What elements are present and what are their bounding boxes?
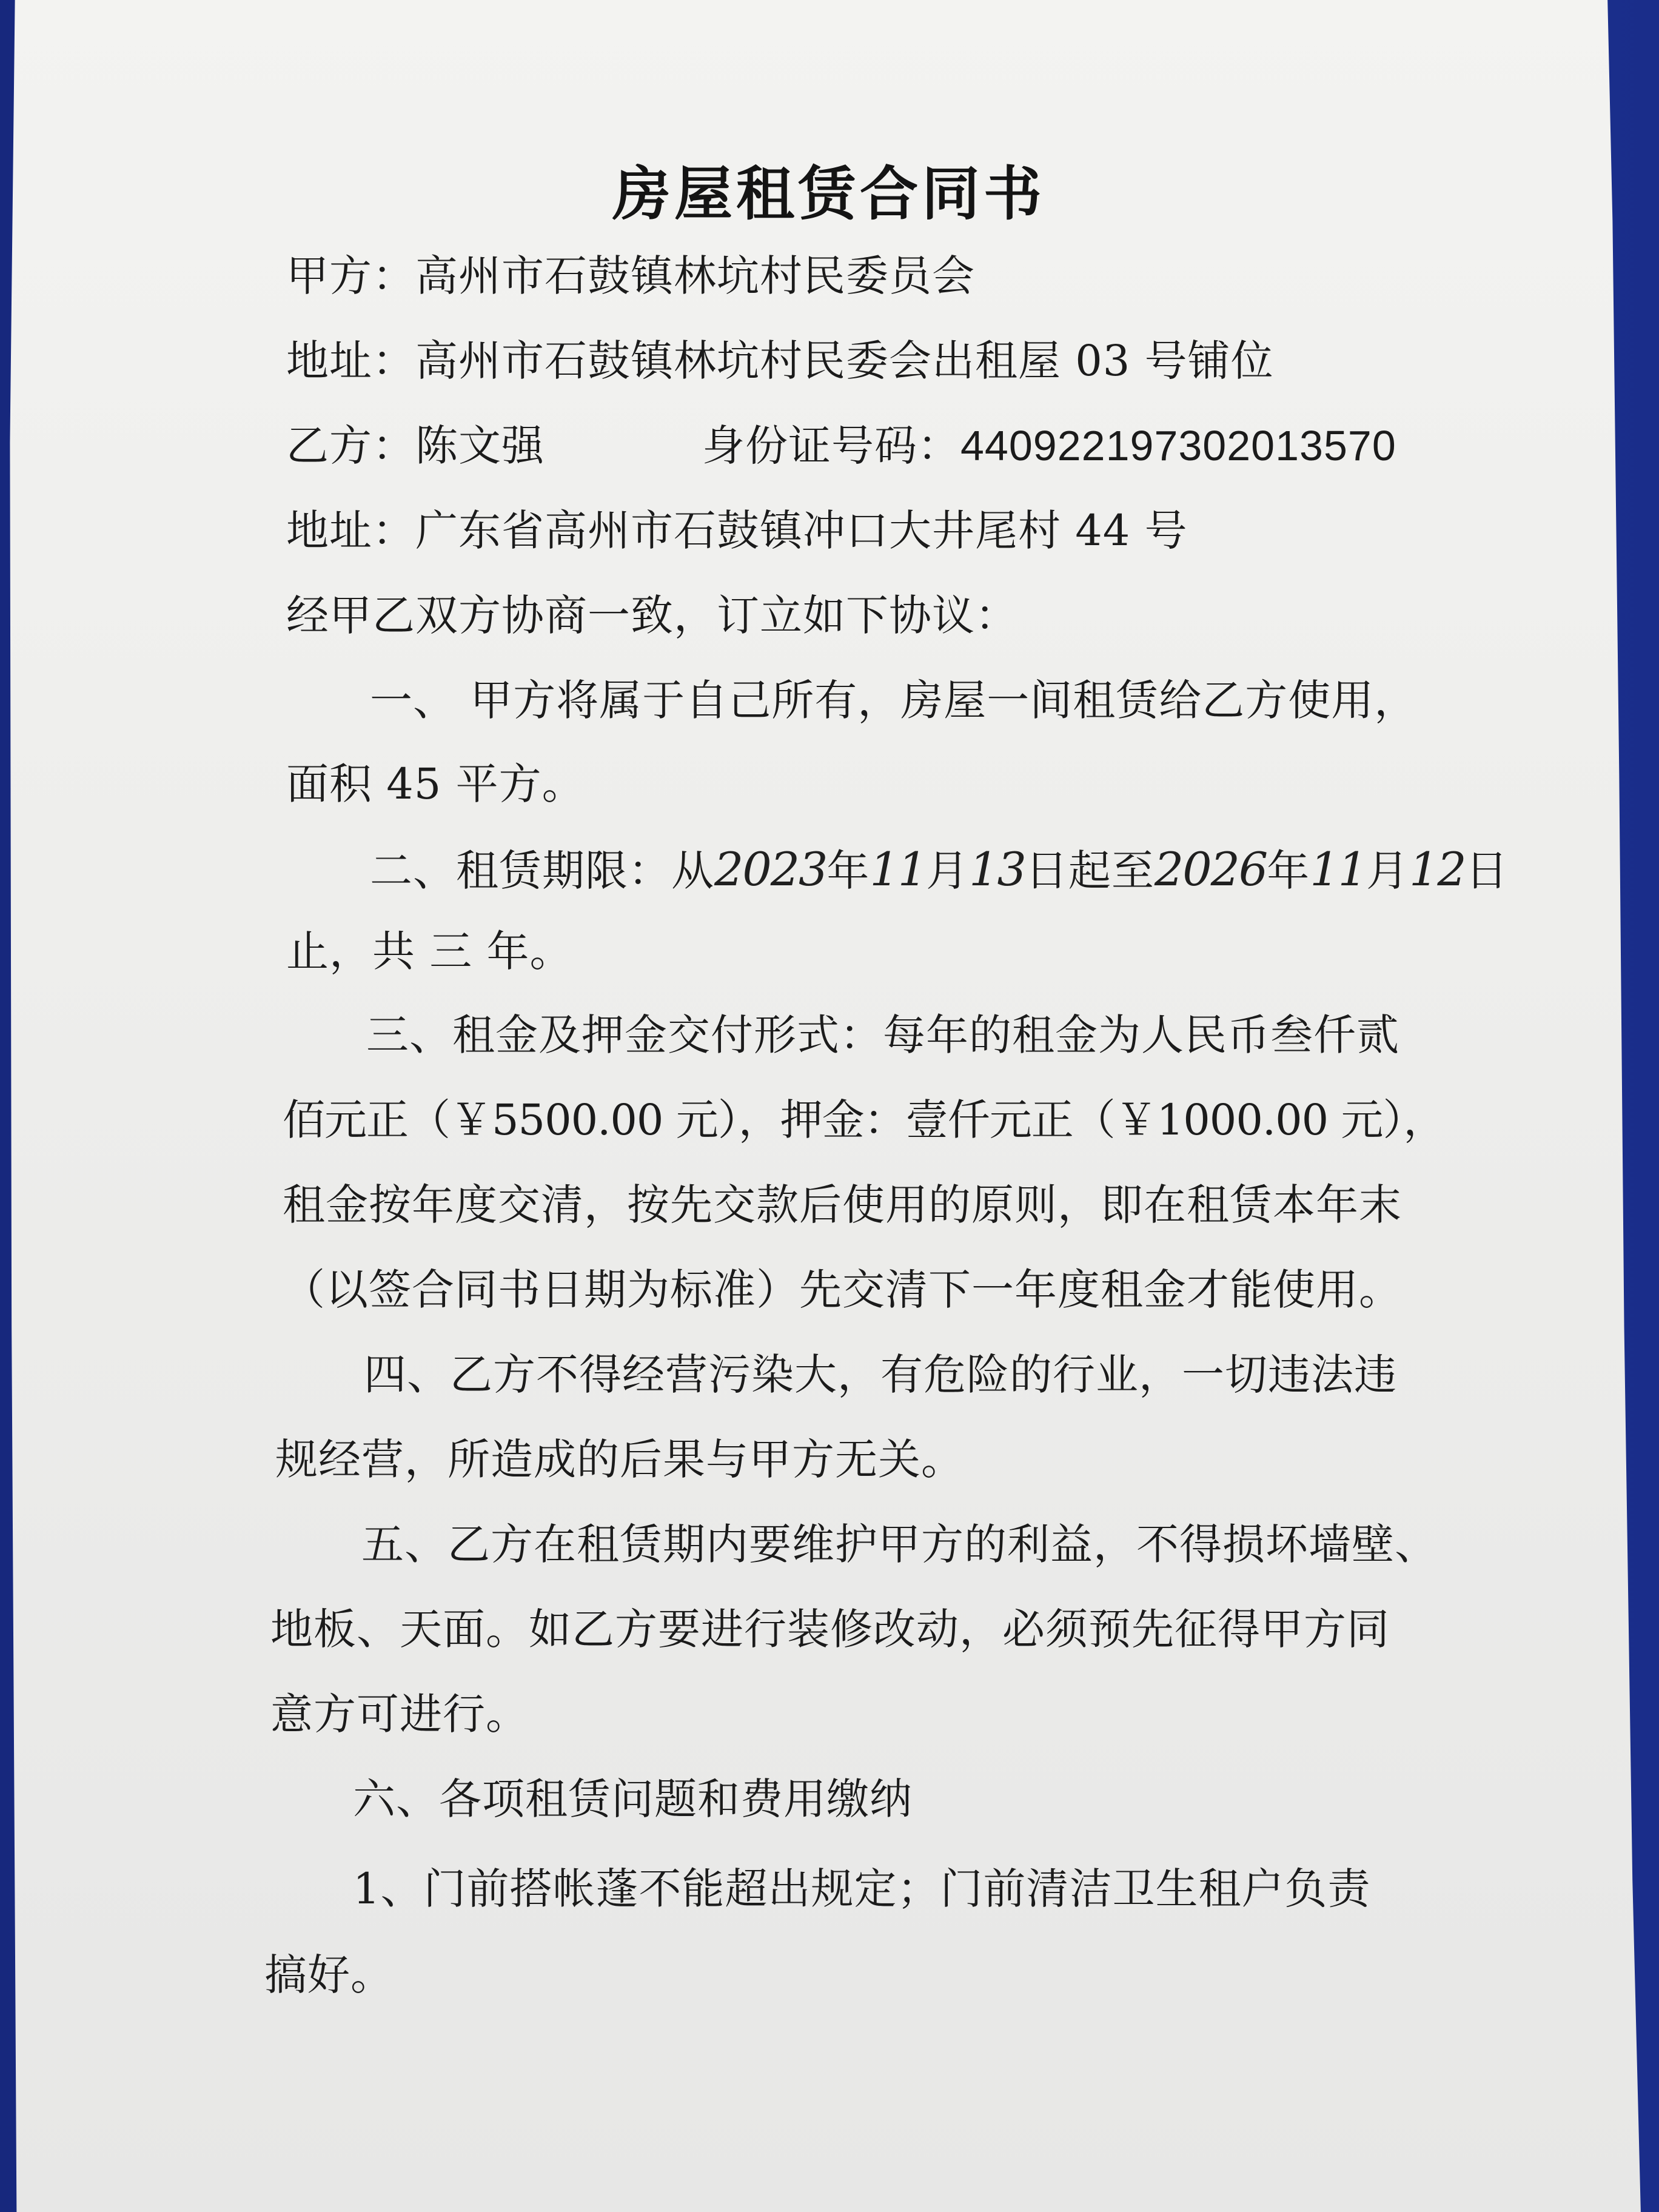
party-b-address-label: 地址： xyxy=(286,506,415,555)
id-number-label: 身份证号码： xyxy=(702,421,960,471)
party-b-address-line xyxy=(286,506,1188,555)
clause-6-item-1-line-2: 搞好。 xyxy=(264,1950,394,2000)
party-b-address: 广东省高州市石鼓镇冲口大井尾村 44 号 xyxy=(415,506,1188,555)
party-a-label: 甲方： xyxy=(286,251,415,301)
document-title: 房屋租赁合同书 xyxy=(612,159,1045,228)
clause-5-line-1: 五、乙方在租赁期内要维护甲方的利益，不得损坏墙壁、 xyxy=(361,1520,1438,1569)
clause-4-line-1: 四、乙方不得经营污染大，有危险的行业，一切违法违 xyxy=(364,1350,1397,1399)
clause-6-item-1-line-1: 1、门前搭帐蓬不能超出规定；门前清洁卫生租户负责 xyxy=(353,1864,1371,1914)
party-a-name: 高州市石鼓镇林坑村民委员会 xyxy=(415,251,975,301)
party-a-address-line xyxy=(286,336,1274,386)
handwritten-end-day: 12 xyxy=(1409,842,1466,896)
clause-2-line-1 xyxy=(370,842,1509,896)
clause-2-prefix: 二、租赁期限：从 xyxy=(370,846,714,896)
handwritten-end-year: 2026 xyxy=(1154,842,1267,896)
clause-1-line-2: 面积 45 平方。 xyxy=(286,759,585,809)
handwritten-start-day: 13 xyxy=(969,842,1025,896)
party-a-line xyxy=(286,251,975,301)
month-char: 月 xyxy=(1366,846,1409,896)
id-number: 440922197302013570 xyxy=(960,422,1396,469)
clause-5-line-3: 意方可进行。 xyxy=(270,1689,529,1739)
day-char: 日 xyxy=(1465,846,1509,896)
party-b-label: 乙方： xyxy=(286,421,415,471)
handwritten-start-year: 2023 xyxy=(714,842,827,896)
clause-3-line-2: 佰元正（￥5500.00 元），押金：壹仟元正（￥1000.00 元）， xyxy=(283,1095,1446,1145)
clause-3-line-4: （以签合同书日期为标准）先交清下一年度租金才能使用。 xyxy=(283,1265,1402,1315)
clause-5-line-2: 地板、天面。如乙方要进行装修改动，必须预先征得甲方同 xyxy=(270,1604,1390,1654)
party-a-address: 高州市石鼓镇林坑村民委会出租屋 03 号铺位 xyxy=(415,336,1274,386)
clause-1-line-1: 一、 甲方将属于自己所有，房屋一间租赁给乙方使用， xyxy=(370,675,1418,725)
party-b-line xyxy=(286,421,1396,471)
clause-2-line-2: 止，共 三 年。 xyxy=(286,927,573,976)
party-a-address-label: 地址： xyxy=(286,336,415,386)
year-char: 年 xyxy=(1267,846,1310,896)
handwritten-end-month: 11 xyxy=(1310,842,1366,896)
handwritten-start-month: 11 xyxy=(870,842,927,896)
intro-text: 经甲乙双方协商一致，订立如下协议： xyxy=(286,591,1018,640)
year-char: 年 xyxy=(826,846,870,896)
clause-3-line-3: 租金按年度交清，按先交款后使用的原则，即在租赁本年末 xyxy=(283,1180,1402,1230)
party-b-name: 陈文强 xyxy=(415,421,545,471)
month-char: 月 xyxy=(926,846,970,896)
clause-3-line-1: 三、租金及押金交付形式：每年的租金为人民币叁仟贰 xyxy=(366,1010,1399,1060)
clause-2-mid: 日起至 xyxy=(1025,846,1155,896)
clause-6-heading: 六、各项租赁问题和费用缴纳 xyxy=(353,1774,913,1824)
clause-4-line-2: 规经营，所造成的后果与甲方无关。 xyxy=(275,1435,964,1484)
